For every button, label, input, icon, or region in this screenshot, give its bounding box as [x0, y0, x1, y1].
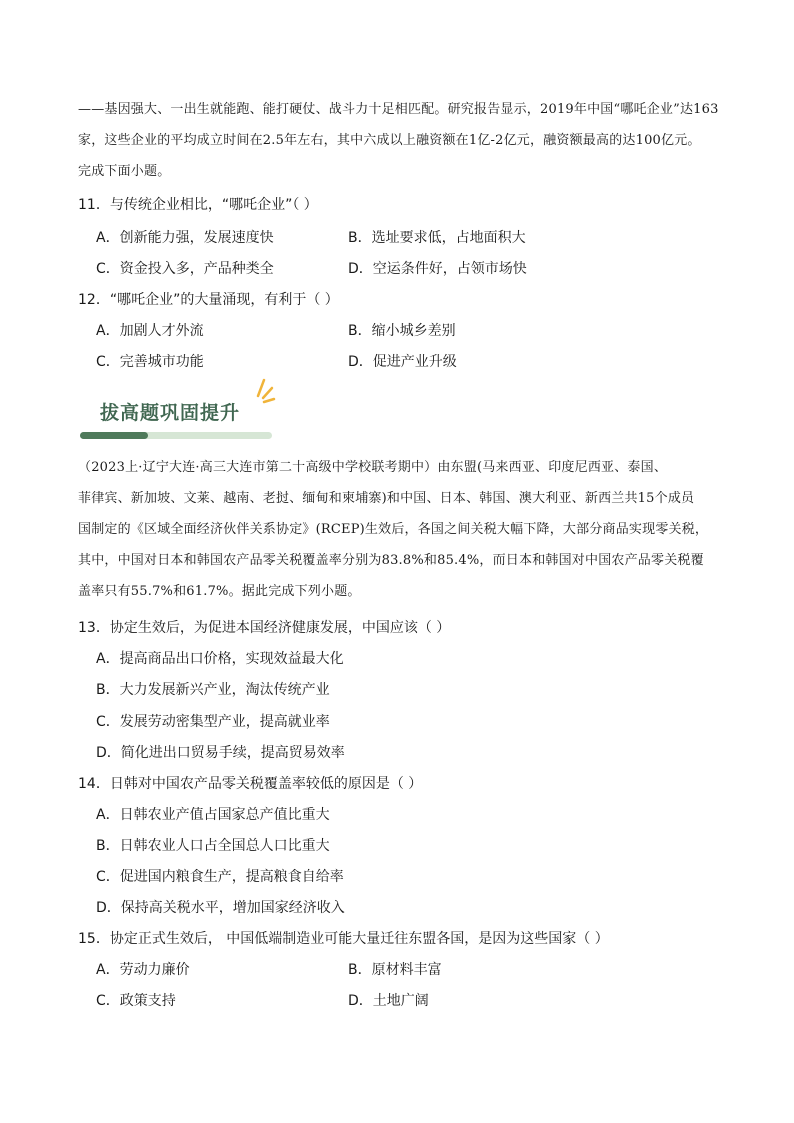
section-underline-accent: [80, 432, 148, 439]
material-line: 国制定的《区域全面经济伙伴关系协定》(RCEP)生效后，各国之间关税大幅下降，大部分商品实现零关税，: [78, 522, 709, 537]
question-12-option-c[interactable]: C．完善城市功能: [96, 354, 204, 370]
intro-line: 家，这些企业的平均成立时间在2.5年左右，其中六成以上融资额在1亿-2亿元，融资额最高的达100亿元。: [78, 133, 701, 148]
question-14-option-a[interactable]: A．日韩农业产值占国家总产值比重大: [96, 807, 330, 823]
question-12-option-b[interactable]: B．缩小城乡差别: [348, 323, 456, 339]
question-12-stem: 12．“哪吒企业”的大量涌现，有利于（ ）: [78, 292, 339, 308]
question-11-option-c[interactable]: C．资金投入多，产品种类全: [96, 261, 274, 277]
intro-paragraph: [78, 94, 768, 187]
intro-line: 完成下面小题。: [78, 164, 171, 179]
question-14-option-d[interactable]: D．保持高关税水平，增加国家经济收入: [96, 900, 345, 916]
question-13-option-d[interactable]: D．简化进出口贸易手续，提高贸易效率: [96, 745, 345, 761]
question-11-option-b[interactable]: B．选址要求低，占地面积大: [348, 230, 526, 246]
material-line: （2023上·辽宁大连·高三大连市第二十高级中学校联考期中）由东盟(马来西亚、印度尼西亚、泰国、: [78, 460, 668, 475]
question-11-option-a[interactable]: A．创新能力强，发展速度快: [96, 230, 274, 246]
question-14-option-c[interactable]: C．促进国内粮食生产，提高粮食自给率: [96, 869, 344, 885]
question-13-stem: 13．协定生效后，为促进本国经济健康发展，中国应该（ ）: [78, 620, 451, 636]
question-12-option-a[interactable]: A．加剧人才外流: [96, 323, 204, 339]
question-11-option-d[interactable]: D．空运条件好，占领市场快: [348, 261, 527, 277]
question-13-option-c[interactable]: C．发展劳动密集型产业，提高就业率: [96, 714, 330, 730]
question-11-stem: 11．与传统企业相比，“哪吒企业”（ ）: [78, 197, 318, 213]
material-line: 盖率只有55.7%和61.7%。据此完成下列小题。: [78, 584, 361, 599]
sparkle-icon: [252, 376, 278, 404]
question-15-option-a[interactable]: A．劳动力廉价: [96, 962, 190, 978]
material-paragraph: [78, 452, 768, 607]
question-15-option-c[interactable]: C．政策支持: [96, 993, 176, 1009]
question-15-option-d[interactable]: D．土地广阔: [348, 993, 429, 1009]
question-12-option-d[interactable]: D．促进产业升级: [348, 354, 457, 370]
intro-line: ——基因强大、一出生就能跑、能打硬仗、战斗力十足相匹配。研究报告显示，2019年中国“哪吒企业”达163: [78, 102, 719, 117]
question-14-option-b[interactable]: B．日韩农业人口占全国总人口比重大: [96, 838, 330, 854]
question-13-option-a[interactable]: A．提高商品出口价格，实现效益最大化: [96, 651, 344, 667]
question-13-option-b[interactable]: B．大力发展新兴产业，淘汰传统产业: [96, 682, 330, 698]
question-14-stem: 14．日韩对中国农产品零关税覆盖率较低的原因是（ ）: [78, 776, 423, 792]
material-line: 菲律宾、新加坡、文莱、越南、老挝、缅甸和柬埔寨)和中国、日本、韩国、澳大利亚、新西兰共15个成员: [78, 491, 695, 506]
section-title: 拔高题巩固提升: [100, 402, 241, 424]
question-15-option-b[interactable]: B．原材料丰富: [348, 962, 442, 978]
material-line: 其中，中国对日本和韩国农产品零关税覆盖率分别为83.8%和85.4%，而日本和韩国对中国农产品零关税覆: [78, 553, 704, 568]
question-15-stem: 15．协定正式生效后， 中国低端制造业可能大量迁往东盟各国，是因为这些国家（ ）: [78, 931, 609, 947]
